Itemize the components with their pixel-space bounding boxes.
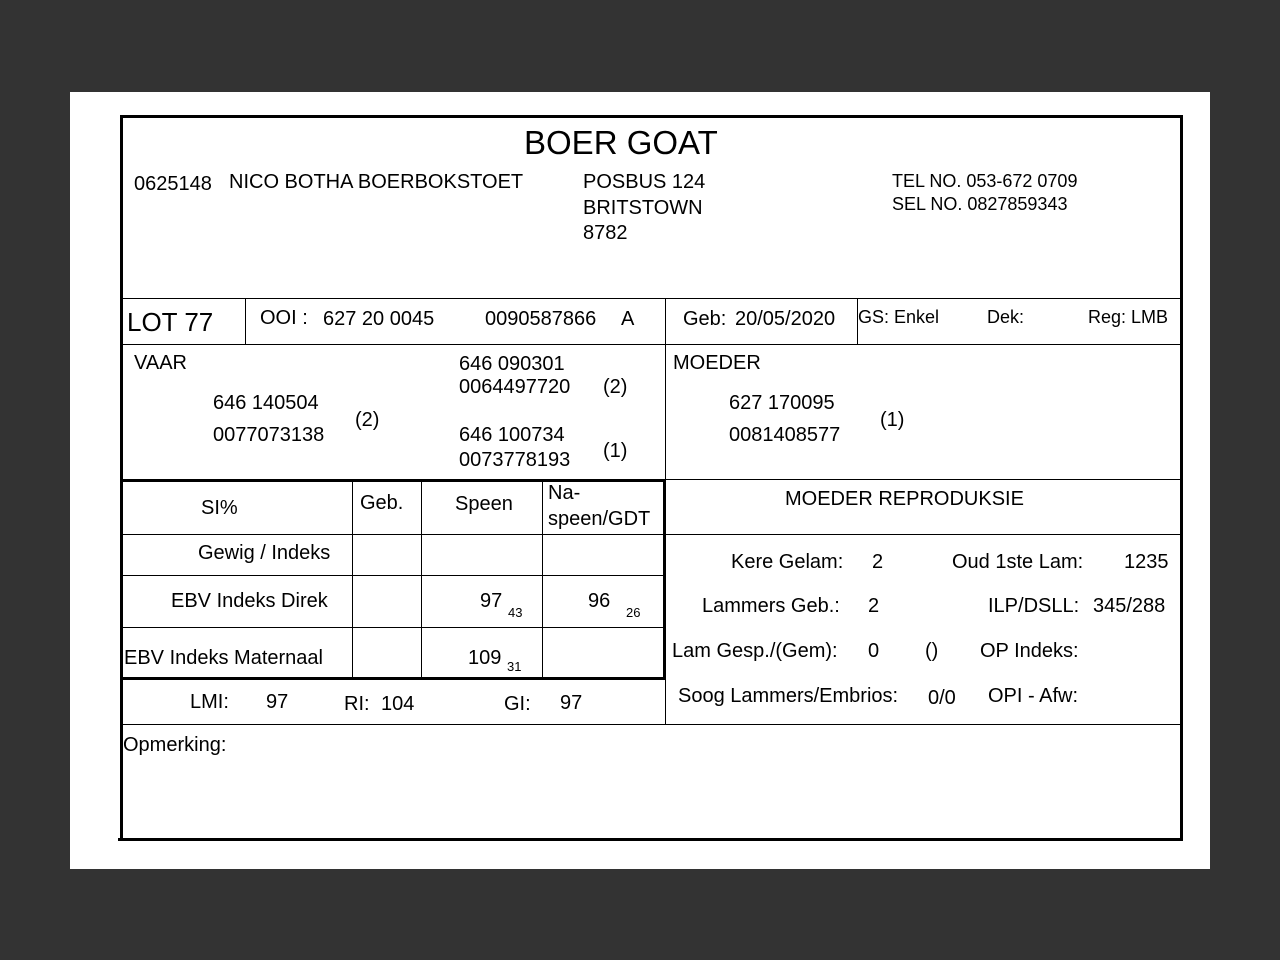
card-title: BOER GOAT	[524, 124, 718, 161]
vaar-dam-reg-number: 0073778193	[459, 449, 571, 471]
rule-perf-row1	[122, 534, 666, 535]
gs-value: GS: Enkel	[858, 307, 940, 327]
ilp-dsll-label: ILP/DSLL:	[988, 595, 1080, 617]
rule-remarks-top	[122, 724, 1180, 725]
ooi-label: OOI :	[260, 307, 308, 329]
moeder-count: (1)	[880, 409, 905, 431]
rule-perf-col1	[352, 482, 353, 677]
rule-lot-sep	[245, 298, 246, 344]
rule-perf-top	[122, 479, 666, 482]
gi-value: 97	[560, 692, 583, 714]
direk-speen-value: 97	[480, 590, 503, 612]
lam-gesp-label: Lam Gesp./(Gem):	[672, 640, 838, 662]
direk-speen-accuracy: 43	[508, 605, 523, 620]
rule-perf-col3	[542, 482, 543, 677]
rule-perf-col2	[421, 482, 422, 677]
lam-gesp-value: 0	[868, 640, 880, 662]
ooi-reg-number: 0090587866	[485, 308, 597, 330]
lammers-geb-value: 2	[868, 595, 880, 617]
maternaal-speen-value: 109	[468, 647, 502, 669]
breeder-sel: SEL NO. 0827859343	[892, 194, 1068, 214]
soog-lammers-value: 0/0	[928, 687, 956, 709]
vaar-dam-count: (1)	[603, 440, 628, 462]
perf-row-gewig: Gewig / Indeks	[198, 542, 331, 564]
breeder-tel: TEL NO. 053-672 0709	[892, 171, 1078, 191]
vaar-sire-count: (2)	[603, 376, 628, 398]
direk-naspeen-accuracy: 26	[626, 605, 641, 620]
rule-repro-title	[666, 534, 1180, 535]
card-border-bottom	[118, 838, 1183, 841]
vaar-reg-number: 0077073138	[213, 424, 325, 446]
perf-row-maternaal: EBV Indeks Maternaal	[124, 647, 323, 669]
geb-label: Geb:	[683, 308, 727, 330]
direk-naspeen-value: 96	[588, 590, 611, 612]
rule-repro-top	[666, 479, 1180, 480]
oud-1ste-lam-label: Oud 1ste Lam:	[952, 551, 1084, 573]
perf-header-naspeen-2: speen/GDT	[548, 508, 651, 530]
ilp-dsll-value: 345/288	[1093, 595, 1166, 617]
perf-header-geb: Geb.	[360, 492, 404, 514]
kere-gelam-value: 2	[872, 551, 884, 573]
remarks-label: Opmerking:	[123, 734, 227, 756]
reg-value: Reg: LMB	[1088, 307, 1169, 327]
rule-perf-bottom	[122, 677, 666, 680]
breeder-address-line1: POSBUS 124	[583, 171, 706, 193]
ri-label: RI:	[344, 693, 370, 715]
soog-lammers-label: Soog Lammers/Embrios:	[678, 685, 899, 707]
vaar-sire-reg-number: 0064497720	[459, 376, 571, 398]
lmi-label: LMI:	[190, 691, 229, 713]
maternaal-speen-accuracy: 31	[507, 659, 522, 674]
moeder-id: 627 170095	[729, 392, 835, 414]
rule-lot-top	[122, 298, 1180, 299]
vaar-label: VAAR	[134, 352, 187, 374]
moeder-label: MOEDER	[673, 352, 761, 374]
ooi-id: 627 20 0045	[323, 308, 435, 330]
rule-perf-row3	[122, 627, 666, 628]
kere-gelam-label: Kere Gelam:	[731, 551, 844, 573]
lam-gem-value: ()	[925, 640, 939, 662]
breeder-address-line2: BRITSTOWN	[583, 197, 703, 219]
perf-header-naspeen-1: Na-	[548, 482, 581, 504]
lammers-geb-label: Lammers Geb.:	[702, 595, 840, 617]
vaar-dam-id: 646 100734	[459, 424, 565, 446]
vaar-id: 646 140504	[213, 392, 319, 414]
perf-header-speen: Speen	[455, 493, 513, 515]
card-border-top	[120, 115, 1183, 118]
ooi-grade: A	[621, 308, 635, 330]
breeder-address-line3: 8782	[583, 222, 628, 244]
ri-value: 104	[381, 693, 415, 715]
op-indeks-label: OP Indeks:	[980, 640, 1079, 662]
card-border-left	[120, 115, 123, 841]
gi-label: GI:	[504, 693, 531, 715]
vaar-sire-id: 646 090301	[459, 353, 565, 375]
dek-label: Dek:	[987, 307, 1025, 327]
repro-title: MOEDER REPRODUKSIE	[785, 488, 1024, 510]
perf-row-direk: EBV Indeks Direk	[171, 590, 328, 612]
rule-perf-right	[663, 482, 666, 679]
oud-1ste-lam-value: 1235	[1124, 551, 1169, 573]
perf-header-si: SI%	[201, 497, 238, 519]
card-border-right	[1180, 115, 1183, 841]
vaar-count: (2)	[355, 409, 380, 431]
lmi-value: 97	[266, 691, 289, 713]
breeder-code: 0625148	[134, 173, 212, 195]
rule-lot-bottom	[122, 344, 1180, 345]
lot-number: LOT 77	[127, 307, 214, 337]
birth-date: 20/05/2020	[735, 308, 836, 330]
moeder-reg-number: 0081408577	[729, 424, 841, 446]
opi-afw-label: OPI - Afw:	[988, 685, 1079, 707]
rule-perf-row2	[122, 575, 666, 576]
breeder-name: NICO BOTHA BOERBOKSTOET	[229, 171, 524, 193]
